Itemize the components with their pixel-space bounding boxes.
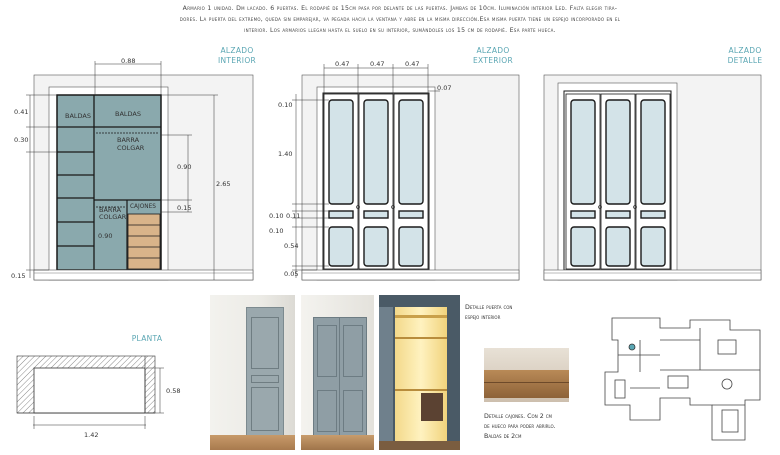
dim-interior-090-right: 0.90: [177, 163, 192, 171]
photo-interior-closet: [379, 295, 460, 450]
photo-double-door: [301, 295, 374, 450]
dim-exterior-007: 0.07: [437, 84, 452, 92]
dim-exterior-010-top: 0.10: [278, 101, 293, 109]
label-barra-1: BARRA: [117, 136, 140, 144]
note-line-1: Armario 1 unidad. Dm lacado. 6 puertas. El rodapié de 15cm pasa por delante de las puertas. Jambas de 10cm. Iluminación interior Led. Falta elegir tira-: [182, 5, 618, 12]
dim-exterior-011: 0.11: [286, 212, 301, 220]
dim-interior-041: 0.41: [14, 108, 29, 116]
caption-detalle-puerta: Detalle puerta con espejo interior: [465, 304, 513, 321]
note-line-3: interior. Los armarios llegan hasta el suelo en su interior, sumándoles los 15 cm de rodapié. Esa parte hueca.: [244, 27, 556, 34]
dim-interior-088: 0.88: [121, 57, 136, 65]
dim-exterior-047-c: 0.47: [405, 60, 420, 68]
note-line-2: dores. La puerta del extremo, queda sin emparejar, va pegada hacia la ventana y abre en la misma dirección.Esa misma puerta tiene un espejo incorporado en el: [179, 16, 621, 23]
caption-detalle-cajones: Detalle cajones. Con 2 cm de hueco para poder abrirlo. Baldas de 2cm: [484, 413, 556, 440]
dim-interior-090-inner: 0.90: [98, 232, 113, 240]
label-colgar-2: COLGAR: [99, 213, 127, 221]
dim-exterior-047-b: 0.47: [370, 60, 385, 68]
dim-interior-265: 2.65: [216, 180, 231, 188]
dim-interior-015: 0.15: [11, 272, 26, 280]
title-planta: PLANTA: [131, 334, 163, 343]
label-cajones: CAJONES: [130, 204, 156, 210]
title-alzado-interior: ALZADO INTERIOR: [217, 46, 257, 65]
dim-exterior-010-low: 0.10: [269, 227, 284, 235]
dim-exterior-005: 0.05: [284, 270, 299, 278]
dim-planta-142: 1.42: [84, 431, 99, 439]
dim-exterior-010-mid: 0.10: [269, 212, 284, 220]
label-barra-2: BARRA: [99, 206, 122, 214]
label-baldas-right: BALDAS: [115, 110, 141, 118]
photo-drawer-detail: [484, 348, 569, 402]
dim-exterior-140: 1.40: [278, 150, 293, 158]
dim-interior-015-right: 0.15: [177, 204, 192, 212]
dim-interior-030: 0.30: [14, 136, 29, 144]
dim-exterior-047-a: 0.47: [335, 60, 350, 68]
title-alzado-exterior: ALZADO EXTERIOR: [472, 46, 513, 65]
photo-single-door: [210, 295, 295, 450]
label-baldas-left: BALDAS: [65, 112, 91, 120]
dim-exterior-054: 0.54: [284, 242, 299, 250]
title-alzado-detalle: ALZADO DETALLE: [727, 46, 763, 65]
label-colgar-1: COLGAR: [117, 144, 145, 152]
dim-planta-058: 0.58: [166, 387, 181, 395]
